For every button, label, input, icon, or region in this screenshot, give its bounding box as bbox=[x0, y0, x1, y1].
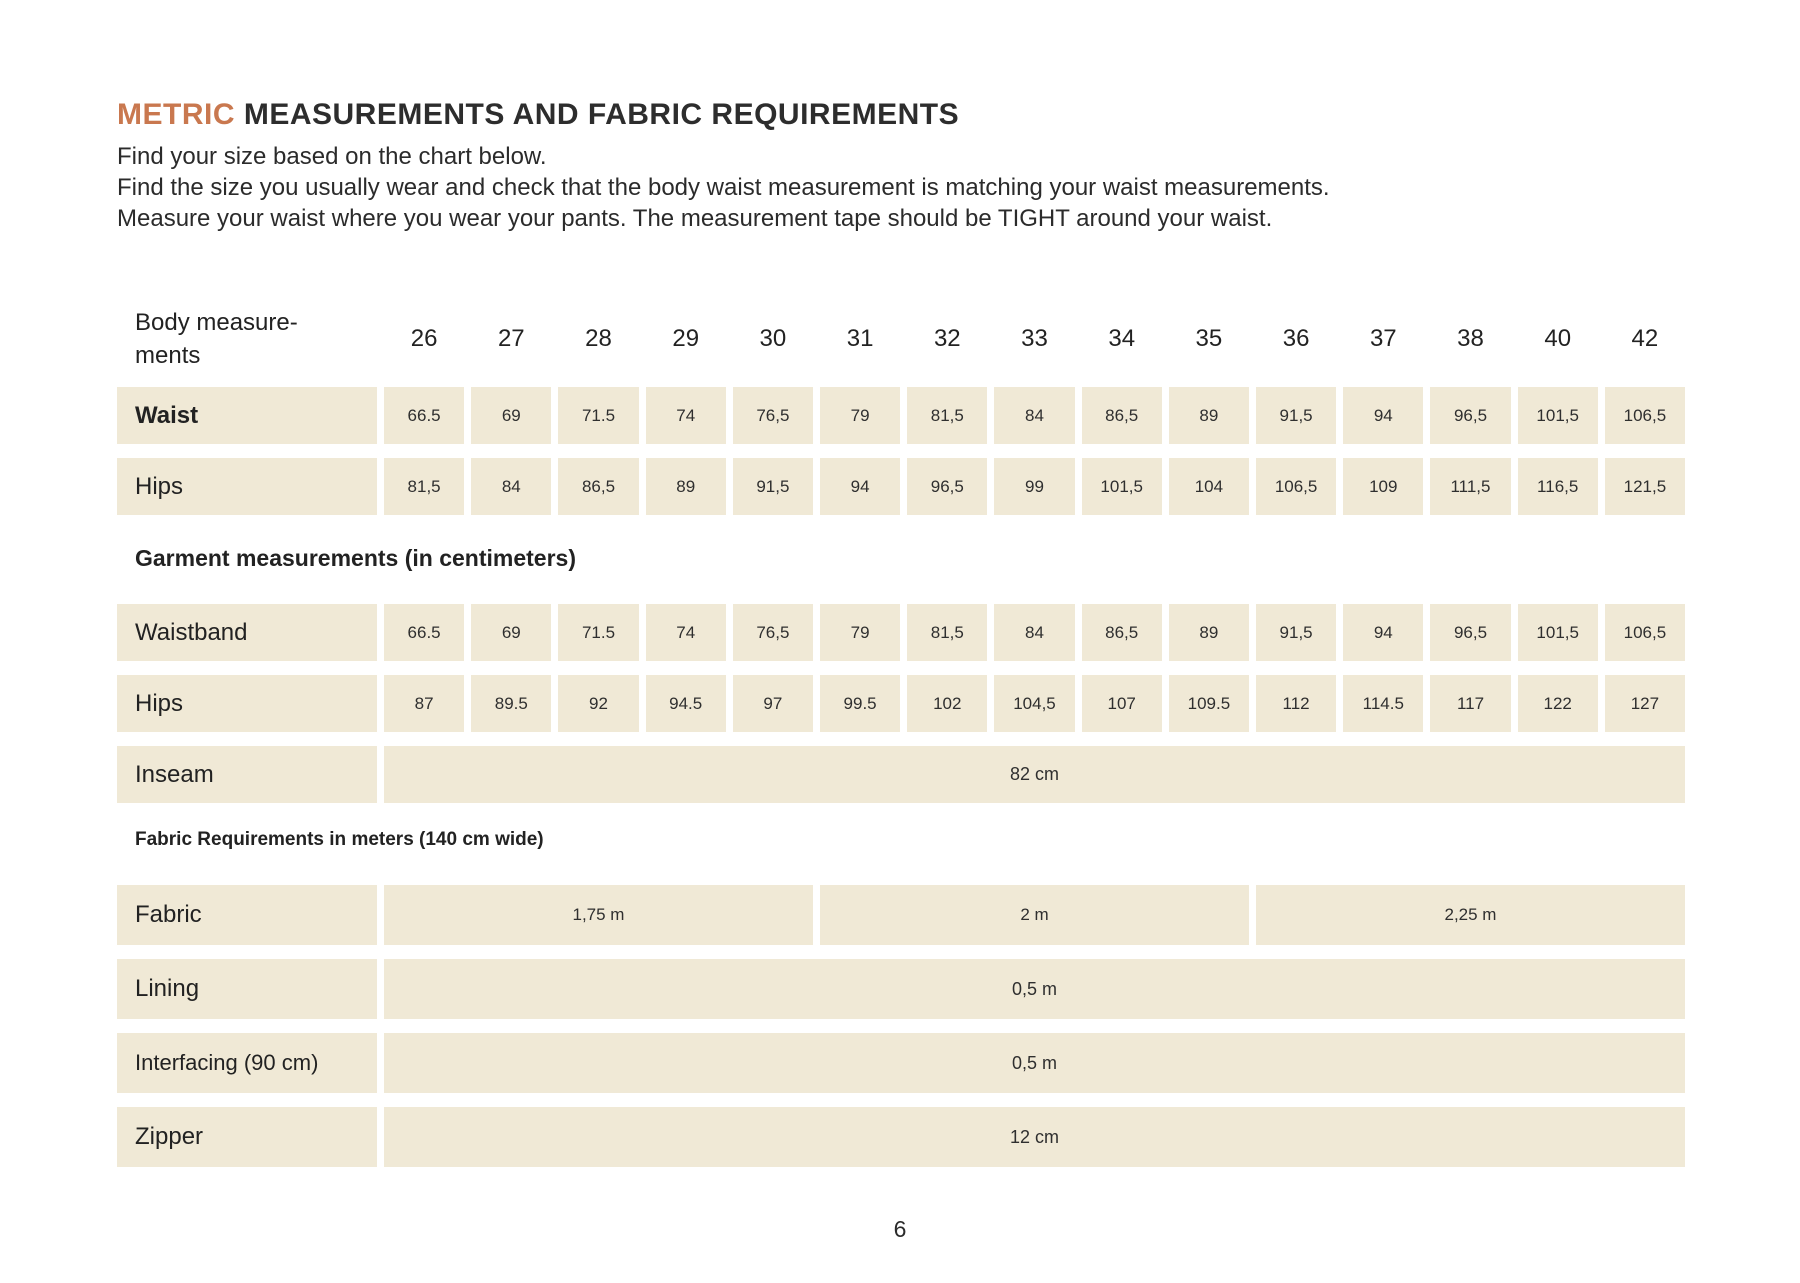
value-cell: 74 bbox=[646, 387, 726, 444]
size-column-header: 31 bbox=[846, 325, 874, 352]
value-cell: 86,5 bbox=[1082, 387, 1162, 444]
intro-line-2: Find the size you usually wear and check that the body waist measurement is matching your waist measurements. bbox=[117, 174, 1330, 201]
inseam-value-cell: 82 cm bbox=[384, 746, 1685, 803]
row-label: Zipper bbox=[117, 1107, 377, 1167]
fabric-rows-slot bbox=[117, 885, 1685, 1167]
table-row bbox=[117, 1107, 1685, 1167]
row-label: Waistband bbox=[117, 604, 377, 661]
value-cell: 94 bbox=[1343, 387, 1423, 444]
table-row bbox=[117, 885, 1685, 945]
value-cell: 101,5 bbox=[1518, 387, 1598, 444]
value-cell: 86,5 bbox=[558, 458, 638, 515]
size-column-header: 40 bbox=[1544, 325, 1572, 352]
value-cell: 71.5 bbox=[558, 604, 638, 661]
garment-section-heading: Garment measurements (in centimeters) bbox=[135, 545, 576, 571]
inseam-row-slot bbox=[117, 746, 1685, 803]
value-cell: 117 bbox=[1430, 675, 1510, 732]
value-cell: 89 bbox=[1169, 604, 1249, 661]
size-column-header: 30 bbox=[759, 325, 787, 352]
value-cell: 79 bbox=[820, 387, 900, 444]
row-label: Hips bbox=[117, 458, 377, 515]
value-cell: 94 bbox=[1343, 604, 1423, 661]
value-cell: 81,5 bbox=[907, 387, 987, 444]
row-label: Fabric bbox=[117, 885, 377, 945]
row-label: Waist bbox=[117, 387, 377, 444]
header-label-line: ments bbox=[135, 342, 201, 369]
value-cell: 71.5 bbox=[558, 387, 638, 444]
row-label: Inseam bbox=[117, 746, 377, 803]
fabric-value-cell: 2 m bbox=[820, 885, 1249, 945]
size-column-header: 26 bbox=[410, 325, 438, 352]
value-cell: 104 bbox=[1169, 458, 1249, 515]
page-number: 6 bbox=[893, 1216, 907, 1242]
table-row bbox=[117, 959, 1685, 1019]
value-cell: 114.5 bbox=[1343, 675, 1423, 732]
value-cell: 111,5 bbox=[1430, 458, 1510, 515]
size-header-slot bbox=[117, 304, 1685, 374]
value-cell: 96,5 bbox=[907, 458, 987, 515]
table-row bbox=[117, 675, 1685, 732]
table-row bbox=[117, 304, 1685, 374]
value-cell: 76,5 bbox=[733, 387, 813, 444]
size-column-header: 29 bbox=[672, 325, 700, 352]
value-cell: 12 cm bbox=[384, 1107, 1685, 1167]
intro-line-1: Find your size based on the chart below. bbox=[117, 143, 547, 170]
value-cell: 109.5 bbox=[1169, 675, 1249, 732]
value-cell: 66.5 bbox=[384, 604, 464, 661]
value-cell: 127 bbox=[1605, 675, 1685, 732]
value-cell: 76,5 bbox=[733, 604, 813, 661]
value-cell: 79 bbox=[820, 604, 900, 661]
value-cell: 107 bbox=[1082, 675, 1162, 732]
value-cell: 84 bbox=[994, 604, 1074, 661]
fabric-section-heading: Fabric Requirements in meters (140 cm wide) bbox=[135, 829, 544, 850]
size-column-header: 27 bbox=[497, 325, 525, 352]
row-label: Lining bbox=[117, 959, 377, 1019]
value-cell: 106,5 bbox=[1605, 387, 1685, 444]
row-label: Interfacing (90 cm) bbox=[117, 1033, 377, 1093]
value-cell: 81,5 bbox=[907, 604, 987, 661]
value-cell: 91,5 bbox=[1256, 604, 1336, 661]
value-cell: 94.5 bbox=[646, 675, 726, 732]
size-column-header: 35 bbox=[1195, 325, 1223, 352]
value-cell: 112 bbox=[1256, 675, 1336, 732]
body-measurements-header bbox=[117, 304, 377, 374]
value-cell: 89 bbox=[646, 458, 726, 515]
size-column-header: 33 bbox=[1021, 325, 1048, 352]
value-cell: 104,5 bbox=[994, 675, 1074, 732]
value-cell: 122 bbox=[1518, 675, 1598, 732]
header-label-line: Body measure- bbox=[135, 309, 298, 336]
value-cell: 81,5 bbox=[384, 458, 464, 515]
value-cell: 99.5 bbox=[820, 675, 900, 732]
value-cell: 106,5 bbox=[1256, 458, 1336, 515]
value-cell: 84 bbox=[994, 387, 1074, 444]
row-label: Hips bbox=[117, 675, 377, 732]
value-cell: 84 bbox=[471, 458, 551, 515]
value-cell: 121,5 bbox=[1605, 458, 1685, 515]
value-cell: 106,5 bbox=[1605, 604, 1685, 661]
value-cell: 109 bbox=[1343, 458, 1423, 515]
title-accent-word: METRIC bbox=[117, 98, 235, 131]
size-column-header: 38 bbox=[1457, 325, 1484, 352]
body-rows-slot bbox=[117, 387, 1685, 515]
value-cell: 66.5 bbox=[384, 387, 464, 444]
value-cell: 99 bbox=[994, 458, 1074, 515]
table-row bbox=[117, 387, 1685, 444]
value-cell: 94 bbox=[820, 458, 900, 515]
value-cell: 0,5 m bbox=[384, 959, 1685, 1019]
value-cell: 89.5 bbox=[471, 675, 551, 732]
value-cell: 96,5 bbox=[1430, 387, 1510, 444]
value-cell: 96,5 bbox=[1430, 604, 1510, 661]
size-column-header: 34 bbox=[1108, 325, 1136, 352]
value-cell: 91,5 bbox=[733, 458, 813, 515]
fabric-value-cell: 1,75 m bbox=[384, 885, 813, 945]
value-cell: 116,5 bbox=[1518, 458, 1598, 515]
intro-line-3: Measure your waist where you wear your pants. The measurement tape should be TIGHT around your waist. bbox=[117, 205, 1273, 232]
size-column-header: 36 bbox=[1282, 325, 1310, 352]
size-column-header: 37 bbox=[1369, 325, 1397, 352]
size-column-header: 42 bbox=[1631, 325, 1659, 352]
value-cell: 102 bbox=[907, 675, 987, 732]
value-cell: 69 bbox=[471, 604, 551, 661]
value-cell: 89 bbox=[1169, 387, 1249, 444]
value-cell: 0,5 m bbox=[384, 1033, 1685, 1093]
page-title bbox=[117, 98, 1685, 132]
garment-rows-slot bbox=[117, 604, 1685, 732]
size-column-header: 32 bbox=[933, 325, 961, 352]
table-row bbox=[117, 604, 1685, 661]
value-cell: 69 bbox=[471, 387, 551, 444]
value-cell: 92 bbox=[558, 675, 638, 732]
table-row bbox=[117, 1033, 1685, 1093]
value-cell: 91,5 bbox=[1256, 387, 1336, 444]
size-column-header: 28 bbox=[585, 325, 612, 352]
fabric-value-cell: 2,25 m bbox=[1256, 885, 1685, 945]
value-cell: 86,5 bbox=[1082, 604, 1162, 661]
value-cell: 74 bbox=[646, 604, 726, 661]
value-cell: 101,5 bbox=[1518, 604, 1598, 661]
value-cell: 101,5 bbox=[1082, 458, 1162, 515]
title-rest: MEASUREMENTS AND FABRIC REQUIREMENTS bbox=[235, 98, 960, 131]
table-row bbox=[117, 458, 1685, 515]
value-cell: 97 bbox=[733, 675, 813, 732]
measurement-chart bbox=[117, 304, 1685, 1167]
value-cell: 87 bbox=[384, 675, 464, 732]
table-row bbox=[117, 746, 1685, 803]
